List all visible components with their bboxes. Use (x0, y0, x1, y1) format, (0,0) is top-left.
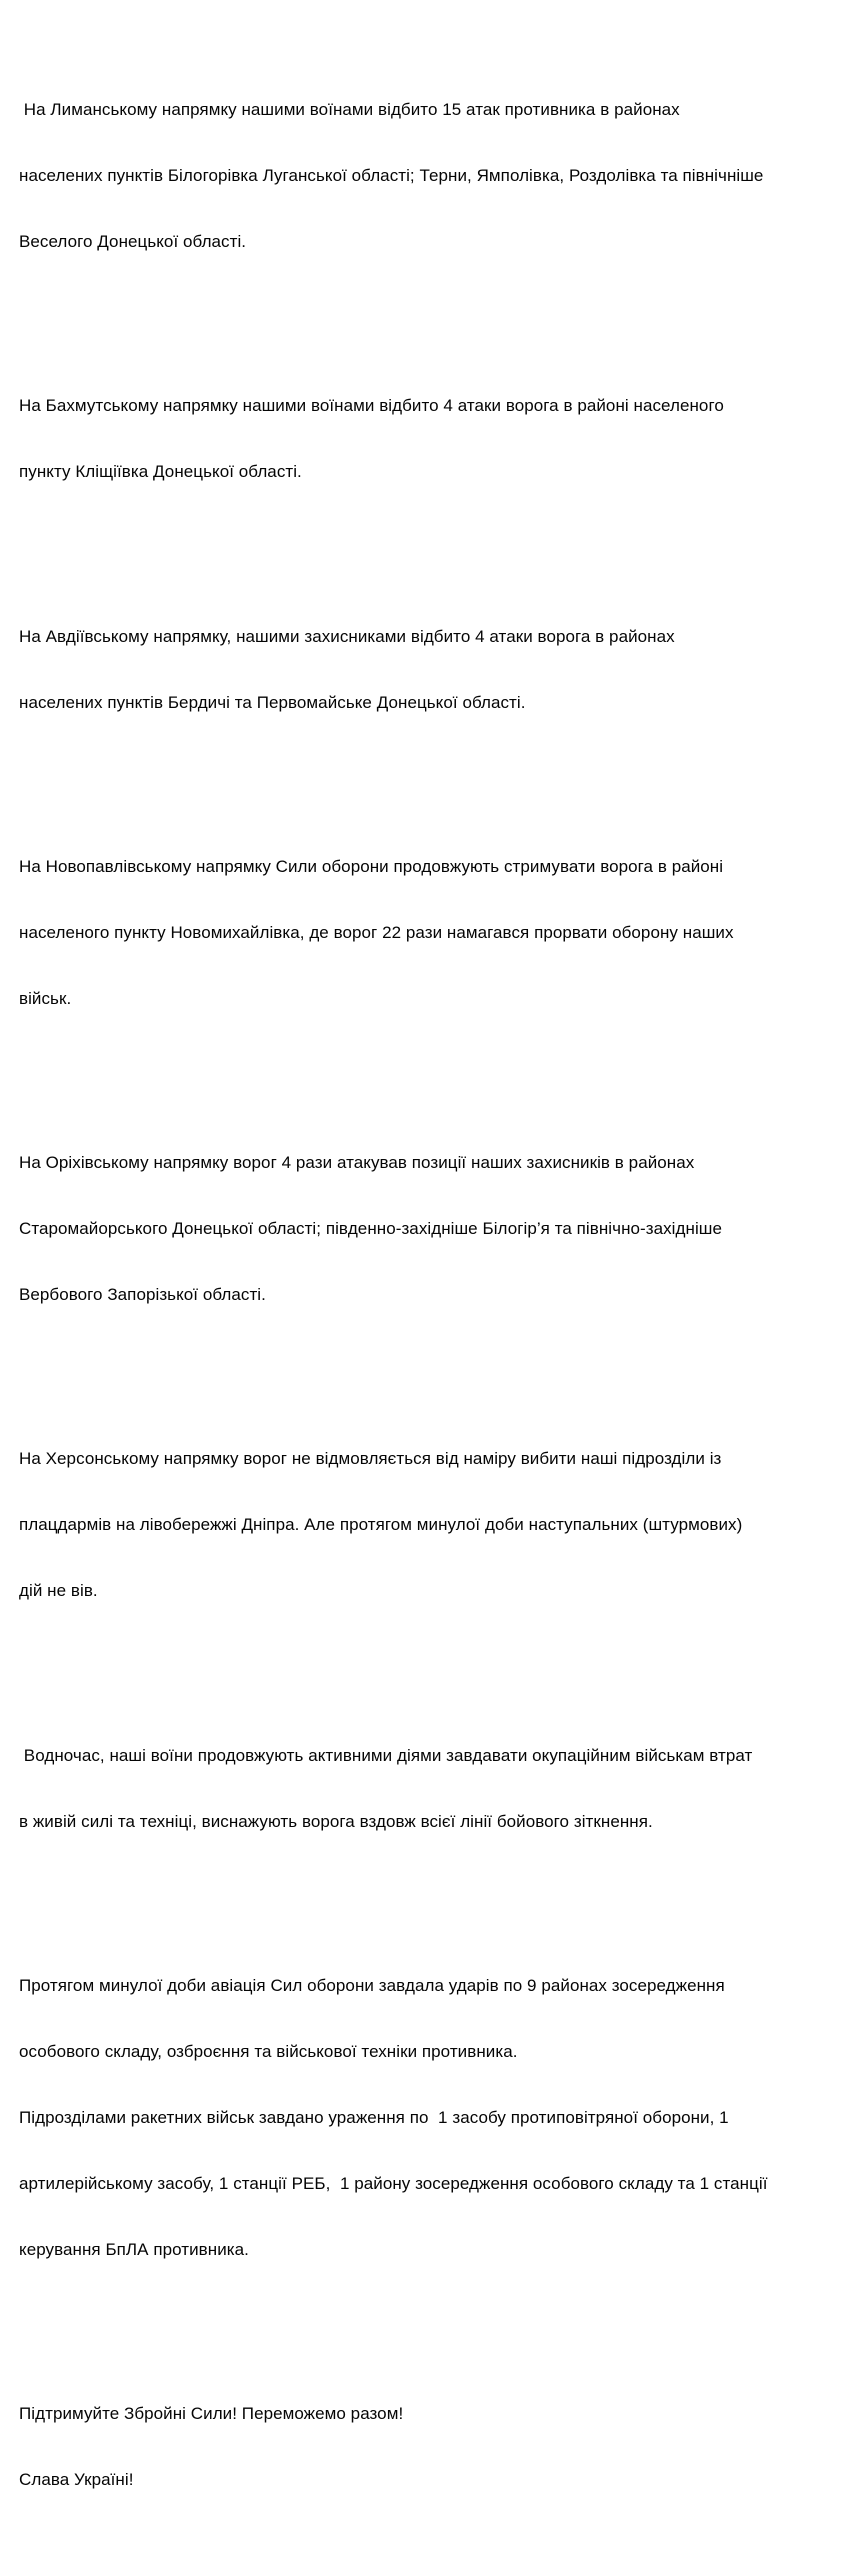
paragraph-orikhiv (19, 1108, 835, 1350)
text-line: Водночас, наші воїни продовжують активними діями завдавати окупаційним військам втрат (19, 1745, 753, 1765)
paragraph-kherson (19, 1404, 835, 1646)
paragraph-strikes (19, 1931, 835, 2305)
text-line: населеного пункту Новомихайлівка, де ворог 22 рази намагався прорвати оборону наших (19, 922, 734, 942)
text-line: військ. (19, 988, 72, 1008)
text-line: На Оріхівському напрямку ворог 4 рази атакував позиції наших захисників в районах (19, 1153, 695, 1173)
paragraph-avdiivka (19, 582, 835, 758)
paragraph-novopavlivka (19, 812, 835, 1054)
paragraph-lyman (19, 55, 835, 297)
text-line: населених пунктів Білогорівка Луганської області; Терни, Ямполівка, Роздолівка та північніше (19, 166, 764, 185)
text-line: Протягом минулої доби авіація Сил оборони завдала ударів по 9 районах зосередження (19, 1976, 725, 1996)
text-line: На Лиманському напрямку нашими воїнами відбито 15 атак противника в районах (19, 100, 680, 119)
text-line: артилерійському засобу, 1 станції РЕБ, 1 району зосередження особового складу та 1 станції (19, 2174, 768, 2194)
paragraph-closing (19, 2359, 835, 2535)
text-line: дій не вів. (19, 1581, 98, 1601)
text-line: На Авдіївському напрямку, нашими захисниками відбито 4 атаки ворога в районах (19, 626, 675, 646)
text-line: Підтримуйте Збройні Сили! Переможемо разом! (19, 2404, 404, 2424)
text-line: На Бахмутському напрямку нашими воїнами відбито 4 атаки ворога в районі населеного (19, 396, 724, 416)
text-line: Веселого Донецької області. (19, 232, 247, 251)
text-line: Слава Україні! (19, 2470, 134, 2490)
text-line: Підрозділами ракетних військ завдано ураження по 1 засобу протиповітряної оборони, 1 (19, 2108, 729, 2128)
text-line: керування БпЛА противника. (19, 2240, 249, 2260)
text-line: в живій силі та техніці, виснажують ворога вздовж всієї лінії бойового зіткнення. (19, 1811, 653, 1831)
paragraph-attrition (19, 1701, 835, 1877)
text-line: На Новопавлівському напрямку Сили оборони продовжують стримувати ворога в районі (19, 856, 724, 876)
text-line: Вербового Запорізької області. (19, 1285, 266, 1305)
text-line: плацдармів на лівобережжі Дніпра. Але протягом минулої доби наступальних (штурмових) (19, 1515, 743, 1535)
text-line: На Херсонському напрямку ворог не відмовляється від наміру вибити наші підрозділи із (19, 1449, 722, 1469)
text-line: населених пунктів Бердичі та Первомайське Донецької області. (19, 692, 526, 712)
text-line: особового складу, озброєння та військової техніки противника. (19, 2042, 518, 2062)
text-line: пункту Кліщіївка Донецької області. (19, 462, 302, 482)
paragraph-bakhmut (19, 351, 835, 527)
text-line: Старомайорського Донецької області; південно-західніше Білогір’я та північно-західніше (19, 1219, 722, 1239)
